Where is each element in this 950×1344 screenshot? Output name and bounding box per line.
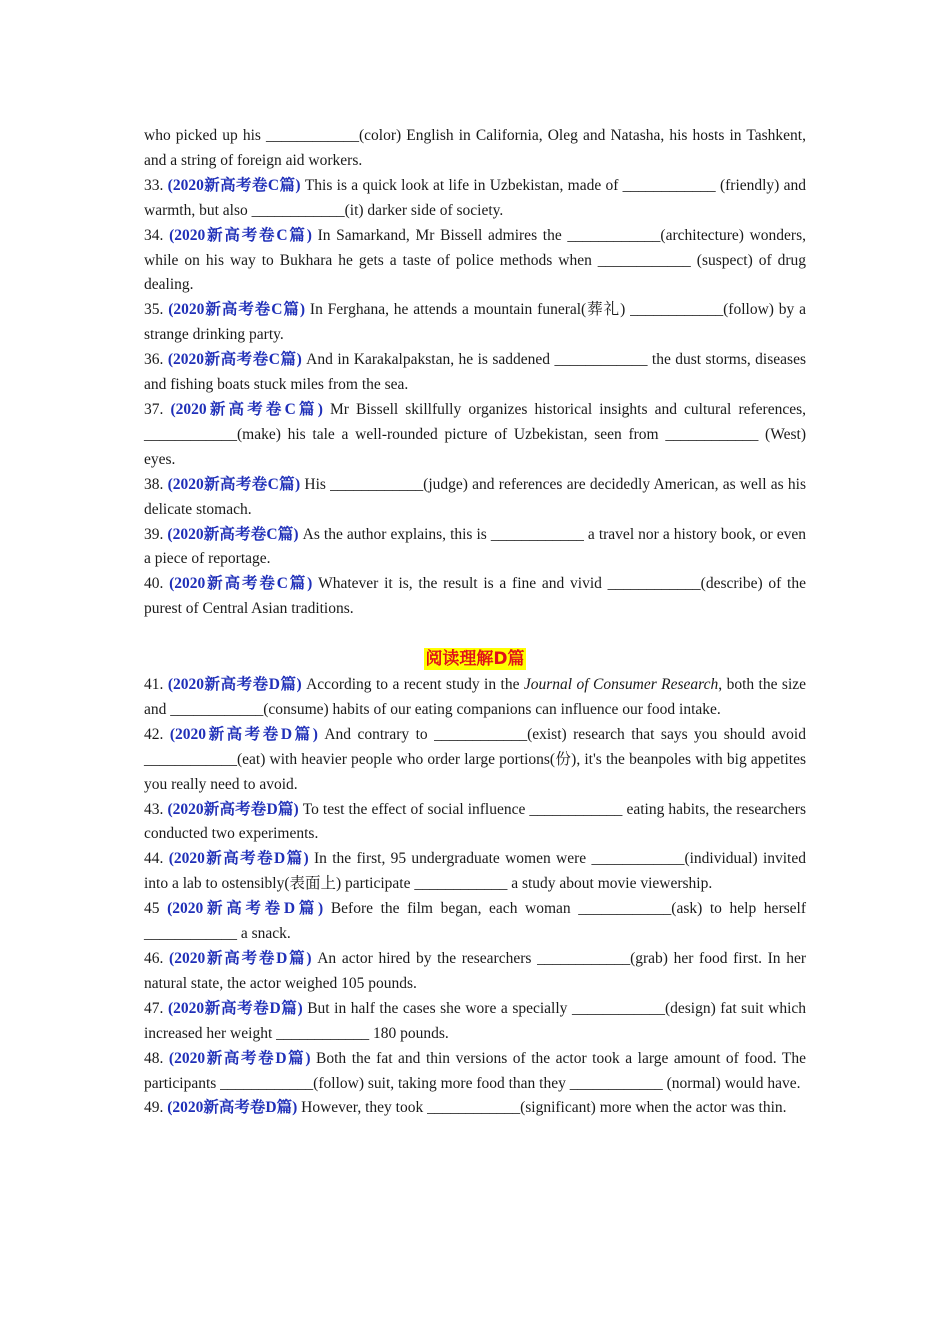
question-text-after: , both the size and ____________(consume) habits of our eating companions can influence our food intake. xyxy=(144,676,807,718)
question-item xyxy=(144,572,806,622)
question-41 xyxy=(144,673,806,723)
document-page xyxy=(144,124,806,1121)
question-item xyxy=(144,897,806,947)
question-number: 35. xyxy=(144,301,169,319)
question-text: This is a quick look at life in Uzbekistan, made of ____________ (friendly) and warmth, but also ____________(it) darker side of society. xyxy=(144,176,807,219)
question-source: (2020新高考卷C篇) xyxy=(167,351,302,369)
question-source: (2020新高考卷C篇) xyxy=(168,301,306,319)
question-text: Mr Bissell skillfully organizes historical insights and cultural references, ____________(make) his tale a well-rounded picture of Uzbekistan, seen from ____________ (West) eyes. xyxy=(144,400,806,468)
question-source: (2020新高考卷C篇) xyxy=(170,400,323,418)
section-c-questions xyxy=(144,174,806,622)
question-text: In Samarkand, Mr Bissell admires the ____________(architecture) wonders, while on his way to Bukhara he gets a taste of police methods when ____________ (suspect) of drug dealing. xyxy=(144,226,806,294)
question-text: As the author explains, this is ____________ a travel nor a history book, or even a piece of reportage. xyxy=(144,525,806,568)
question-source: (2020新高考卷D篇) xyxy=(167,800,299,818)
question-text: To test the effect of social influence ____________ eating habits, the researchers conducted two experiments. xyxy=(144,800,807,843)
question-number: 42. xyxy=(144,725,170,743)
question-item xyxy=(144,523,806,573)
question-number: 49. xyxy=(144,1099,168,1117)
question-source: (2020新高考卷D篇) xyxy=(168,1049,311,1067)
question-number: 38. xyxy=(144,475,168,493)
question-text-before: According to a recent study in the xyxy=(301,676,524,694)
question-number: 44. xyxy=(144,850,169,868)
question-item xyxy=(144,723,806,798)
question-text: In the first, 95 undergraduate women were ____________(individual) invited into a lab to ostensibly(表面上) participate ____________ a study about movie viewership. xyxy=(144,850,806,893)
question-number: 46. xyxy=(144,949,170,967)
section-d-heading: 阅读理解D篇 xyxy=(425,649,525,670)
question-item xyxy=(144,298,806,348)
journal-title: Journal of Consumer Research xyxy=(523,676,719,694)
question-item xyxy=(144,997,806,1047)
question-text: In Ferghana, he attends a mountain funeral(葬礼) ____________(follow) by a strange drinking party. xyxy=(144,301,807,344)
question-number: 45 xyxy=(144,900,168,918)
question-item xyxy=(144,224,806,299)
question-source: (2020新高考卷D篇) xyxy=(168,850,309,868)
question-number: 41. xyxy=(144,676,168,694)
question-source: (2020新高考卷D篇) xyxy=(169,949,312,967)
question-text: His ____________(judge) and references are decidedly American, as well as his delicate stomach. xyxy=(144,475,807,518)
question-source: (2020新高考卷C篇) xyxy=(167,525,299,543)
question-text: Whatever it is, the result is a fine and vivid ____________(describe) of the purest of Central Asian traditions. xyxy=(144,575,806,618)
question-item xyxy=(144,174,806,224)
question-item xyxy=(144,1096,806,1121)
question-source: (2020新高考卷C篇) xyxy=(169,226,312,244)
question-number: 37. xyxy=(144,400,171,418)
question-number: 39. xyxy=(144,525,168,543)
question-text: But in half the cases she wore a specially ____________(design) fat suit which increased her weight ____________ 180 pounds. xyxy=(144,999,807,1042)
question-number: 43. xyxy=(144,800,168,818)
section-d-questions xyxy=(144,723,806,1122)
intro-paragraph: who picked up his ____________(color) English in California, Oleg and Natasha, his hosts in Tashkent, and a string of foreign aid workers. xyxy=(144,127,806,169)
question-source: (2020新高考卷C篇) xyxy=(169,575,313,593)
question-number: 33. xyxy=(144,176,168,194)
question-source: (2020新高考卷C篇) xyxy=(167,475,301,493)
question-source: (2020新高考卷D篇) xyxy=(167,1099,298,1117)
question-item xyxy=(144,398,806,473)
question-item xyxy=(144,798,806,848)
question-text: An actor hired by the researchers ____________(grab) her food first. In her natural state, the actor weighed 105 pounds. xyxy=(144,949,806,992)
question-text: And contrary to ____________(exist) research that says you should avoid ____________(eat) with heavier people who order large portions(份), it's the beanpoles with big appetites you really need to avoid. xyxy=(144,725,806,793)
question-text: Both the fat and thin versions of the actor took a large amount of food. The participants ____________(follow) suit, taking more food than they ____________ (normal) would have. xyxy=(144,1049,806,1092)
question-source: (2020新高考卷D篇) xyxy=(167,676,302,694)
question-text: Before the film began, each woman ____________(ask) to help herself ____________ a snack. xyxy=(144,900,806,943)
question-item xyxy=(144,947,806,997)
question-source: (2020新高考卷C篇) xyxy=(167,176,301,194)
question-source: (2020新高考卷D篇) xyxy=(167,999,303,1017)
question-number: 47. xyxy=(144,999,168,1017)
question-source: (2020新高考卷D篇) xyxy=(169,725,318,743)
question-item xyxy=(144,348,806,398)
question-text: However, they took ____________(significant) more when the actor was thin. xyxy=(297,1099,787,1117)
question-number: 48. xyxy=(144,1049,169,1067)
question-number: 36. xyxy=(144,351,168,369)
question-number: 40. xyxy=(144,575,170,593)
question-item xyxy=(144,473,806,523)
section-d-heading-wrap xyxy=(144,648,806,673)
question-item xyxy=(144,847,806,897)
question-item xyxy=(144,1047,806,1097)
question-text: And in Karakalpakstan, he is saddened ____________ the dust storms, diseases and fishing boats stuck miles from the sea. xyxy=(144,351,806,394)
question-number: 34. xyxy=(144,226,170,244)
question-source: (2020新高考卷D篇) xyxy=(167,900,324,918)
